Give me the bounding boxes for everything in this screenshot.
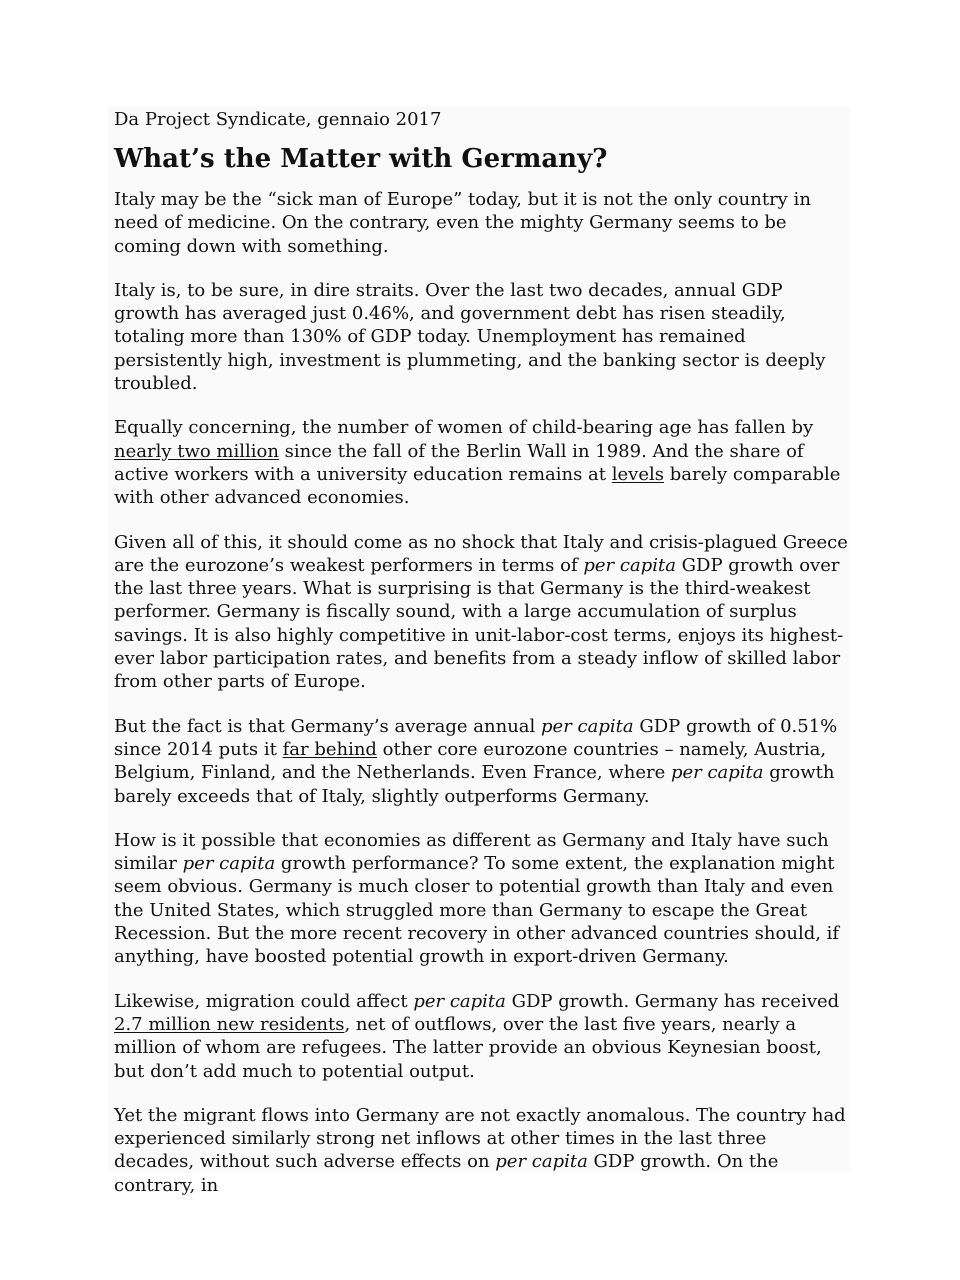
paragraph-text: growth barely exceeds that of Italy, slightly outperforms Germany.	[114, 762, 835, 807]
paragraph	[114, 829, 850, 969]
paragraph-text: GDP growth. On the contrary, in	[114, 1151, 779, 1196]
paragraph-text: GDP growth over the last three years. What is surprising is that Germany is the third-weakest performer. Germany is fiscally sound, with a large accumulation of surplus savings. It is also highly competitive in unit-labor-cost terms, enjoys its highest-ever labor participation rates, and benefits from a steady inflow of skilled labor from other parts of Europe.	[114, 554, 844, 693]
article-body	[114, 188, 850, 1197]
italic-text: per capita	[182, 853, 276, 875]
paragraph-text: Italy may be the “sick man of Europe” today, but it is not the only country in need of medicine. On the contrary, even the mighty Germany seems to be coming down with something.	[114, 189, 811, 257]
document-page	[108, 106, 850, 1196]
paragraph-text: Likewise, migration could affect	[114, 990, 414, 1012]
paragraph	[114, 531, 850, 694]
paragraph-text: barely comparable with other advanced economies.	[114, 463, 841, 509]
source-line: Da Project Syndicate, gennaio 2017	[114, 109, 442, 130]
paragraph-text: since the fall of the Berlin Wall in 1989. And the share of active workers with a university education remains at	[114, 440, 804, 485]
paragraph-text: Yet the migrant flows into Germany are not exactly anomalous. The country had experienced similarly strong net inflows at other times in the last three decades, without such adverse effects on	[114, 1104, 846, 1173]
paragraph-text: Given all of this, it should come as no shock that Italy and crisis-plagued Greece are the eurozone’s weakest performers in terms of	[114, 531, 848, 576]
article	[114, 108, 850, 1218]
link-far-behind[interactable]: far behind	[282, 738, 377, 760]
link-levels[interactable]: levels	[611, 463, 664, 485]
paragraph	[114, 1104, 850, 1197]
paragraph	[114, 279, 850, 395]
paragraph-text: other core eurozone countries – namely, Austria, Belgium, Finland, and the Netherlands. Even France, where	[114, 738, 827, 784]
paragraph	[114, 416, 850, 509]
paragraph-text: GDP growth. Germany has received	[505, 990, 840, 1012]
paragraph-text: growth performance? To some extent, the explanation might seem obvious. Germany is much closer to potential growth than Italy and even the United States, which struggled more than Germany to escape the Great Recession. But the more recent recovery in other advanced countries should, if anything, have boosted potential growth in export-driven Germany.	[114, 853, 840, 968]
article-title: What’s the Matter with Germany?	[114, 144, 608, 174]
paragraph-text: Equally concerning, the number of women of child-bearing age has fallen by	[114, 417, 814, 439]
paragraph	[114, 188, 850, 258]
link-nearly-two-million[interactable]: nearly two million	[114, 440, 279, 462]
italic-text: per capita	[495, 1151, 588, 1173]
italic-text: per capita	[583, 554, 676, 576]
paragraph	[114, 990, 850, 1083]
paragraph-text: But the fact is that Germany’s average annual	[114, 715, 542, 737]
link-new-residents[interactable]: 2.7 million new residents	[114, 1013, 345, 1035]
paragraph-text: How is it possible that economies as different as Germany and Italy have such similar	[114, 829, 829, 875]
paragraph-text: , net of outflows, over the last five years, nearly a million of whom are refugees. The latter provide an obvious Keynesian boost, but don’t add much to potential output.	[114, 1013, 822, 1082]
paragraph	[114, 715, 850, 808]
italic-text: per capita	[541, 715, 634, 737]
paragraph-text: Italy is, to be sure, in dire straits. Over the last two decades, annual GDP growth has averaged just 0.46%, and government debt has risen steadily, totaling more than 130% of GDP today. Unemployment has remained persistently high, investment is plummeting, and the banking sector is deeply troubled.	[114, 279, 826, 395]
italic-text: per capita	[413, 990, 506, 1012]
paragraph-text: GDP growth of 0.51% since 2014 puts it	[114, 715, 838, 760]
italic-text: per capita	[670, 762, 764, 784]
